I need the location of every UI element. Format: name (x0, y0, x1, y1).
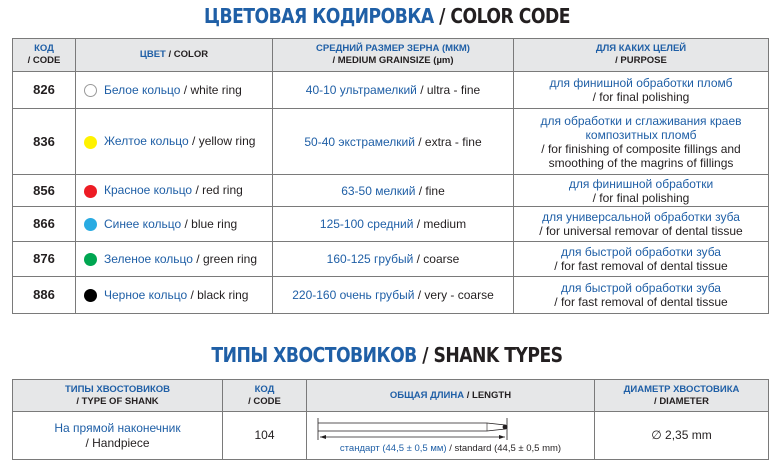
shank-type-cell: На прямой наконечник / Handpiece (13, 412, 223, 460)
color-code-title-ru: ЦВЕТОВАЯ КОДИРОВКА (204, 4, 434, 28)
color-code-title-en: / COLOR CODE (433, 4, 570, 28)
color-header-row (13, 39, 769, 72)
color-cell: Синее кольцо / blue ring (76, 207, 273, 242)
table-row (13, 109, 769, 175)
shank-types-table (12, 379, 769, 460)
blue-ring-dot-icon (84, 218, 97, 231)
shank-types-title (54, 343, 720, 367)
header-length: ОБЩАЯ ДЛИНА / LENGTH (307, 380, 595, 412)
purpose-cell: для универсальной обработки зуба / for universal removar of dental tissue (514, 207, 769, 242)
color-cell: Зеленое кольцо / green ring (76, 242, 273, 277)
table-row (13, 72, 769, 109)
shank-code-cell: 104 (223, 412, 307, 460)
shank-types-title-en: / SHANK TYPES (416, 343, 563, 367)
purpose-cell: для обработки и сглаживания краев композитных пломб / for finishing of composite fillings and smoothing of the magrins of fillings (514, 109, 769, 175)
table-row (13, 242, 769, 277)
black-ring-dot-icon (84, 289, 97, 302)
shank-header-row (13, 380, 769, 412)
length-cell (307, 412, 595, 460)
header-shank-code: КОД / CODE (223, 380, 307, 412)
color-cell: Желтое кольцо / yellow ring (76, 109, 273, 175)
header-grainsize: СРЕДНИЙ РАЗМЕР ЗЕРНА (МКМ) / MEDIUM GRAINSIZE (µm) (273, 39, 514, 72)
purpose-cell: для быстрой обработки зуба / for fast removal of dental tissue (514, 277, 769, 314)
code-cell: 866 (13, 207, 76, 242)
grainsize-cell: 50-40 экстрамелкий / extra - fine (273, 109, 514, 175)
shank-types-title-ru: ТИПЫ ХВОСТОВИКОВ (211, 343, 417, 367)
table-row (13, 277, 769, 314)
code-cell: 886 (13, 277, 76, 314)
code-cell: 876 (13, 242, 76, 277)
white-ring-dot-icon (84, 84, 97, 97)
red-ring-dot-icon (84, 185, 97, 198)
purpose-cell: для быстрой обработки зуба / for fast removal of dental tissue (514, 242, 769, 277)
color-cell: Черное кольцо / black ring (76, 277, 273, 314)
code-cell: 856 (13, 175, 76, 207)
header-purpose: ДЛЯ КАКИХ ЦЕЛЕЙ / PURPOSE (514, 39, 769, 72)
green-ring-dot-icon (84, 253, 97, 266)
header-color: ЦВЕТ / COLOR (76, 39, 273, 72)
yellow-ring-dot-icon (84, 136, 97, 149)
header-diameter: ДИАМЕТР ХВОСТОВИКА / DIAMETER (595, 380, 769, 412)
header-shank-type: ТИПЫ ХВОСТОВИКОВ / TYPE OF SHANK (13, 380, 223, 412)
color-code-title (54, 4, 720, 28)
table-row (13, 207, 769, 242)
grainsize-cell: 220-160 очень грубый / very - coarse (273, 277, 514, 314)
code-cell: 836 (13, 109, 76, 175)
table-row (13, 412, 769, 460)
diameter-cell: ∅ 2,35 mm (595, 412, 769, 460)
grainsize-cell: 125-100 средний / medium (273, 207, 514, 242)
table-row (13, 175, 769, 207)
code-cell: 826 (13, 72, 76, 109)
grainsize-cell: 40-10 ультрамелкий / ultra - fine (273, 72, 514, 109)
purpose-cell: для финишной обработки / for final polishing (514, 175, 769, 207)
header-code: КОД / CODE (13, 39, 76, 72)
grainsize-cell: 63-50 мелкий / fine (273, 175, 514, 207)
bur-drawing-icon (317, 416, 585, 442)
color-cell: Красное кольцо / red ring (76, 175, 273, 207)
color-code-table (12, 38, 769, 314)
color-cell: Белое кольцо / white ring (76, 72, 273, 109)
grainsize-cell: 160-125 грубый / coarse (273, 242, 514, 277)
length-caption: стандарт (44,5 ± 0,5 мм) / standard (44,5 ± 0,5 mm) (339, 443, 562, 454)
purpose-cell: для финишной обработки пломб / for final polishing (514, 72, 769, 109)
